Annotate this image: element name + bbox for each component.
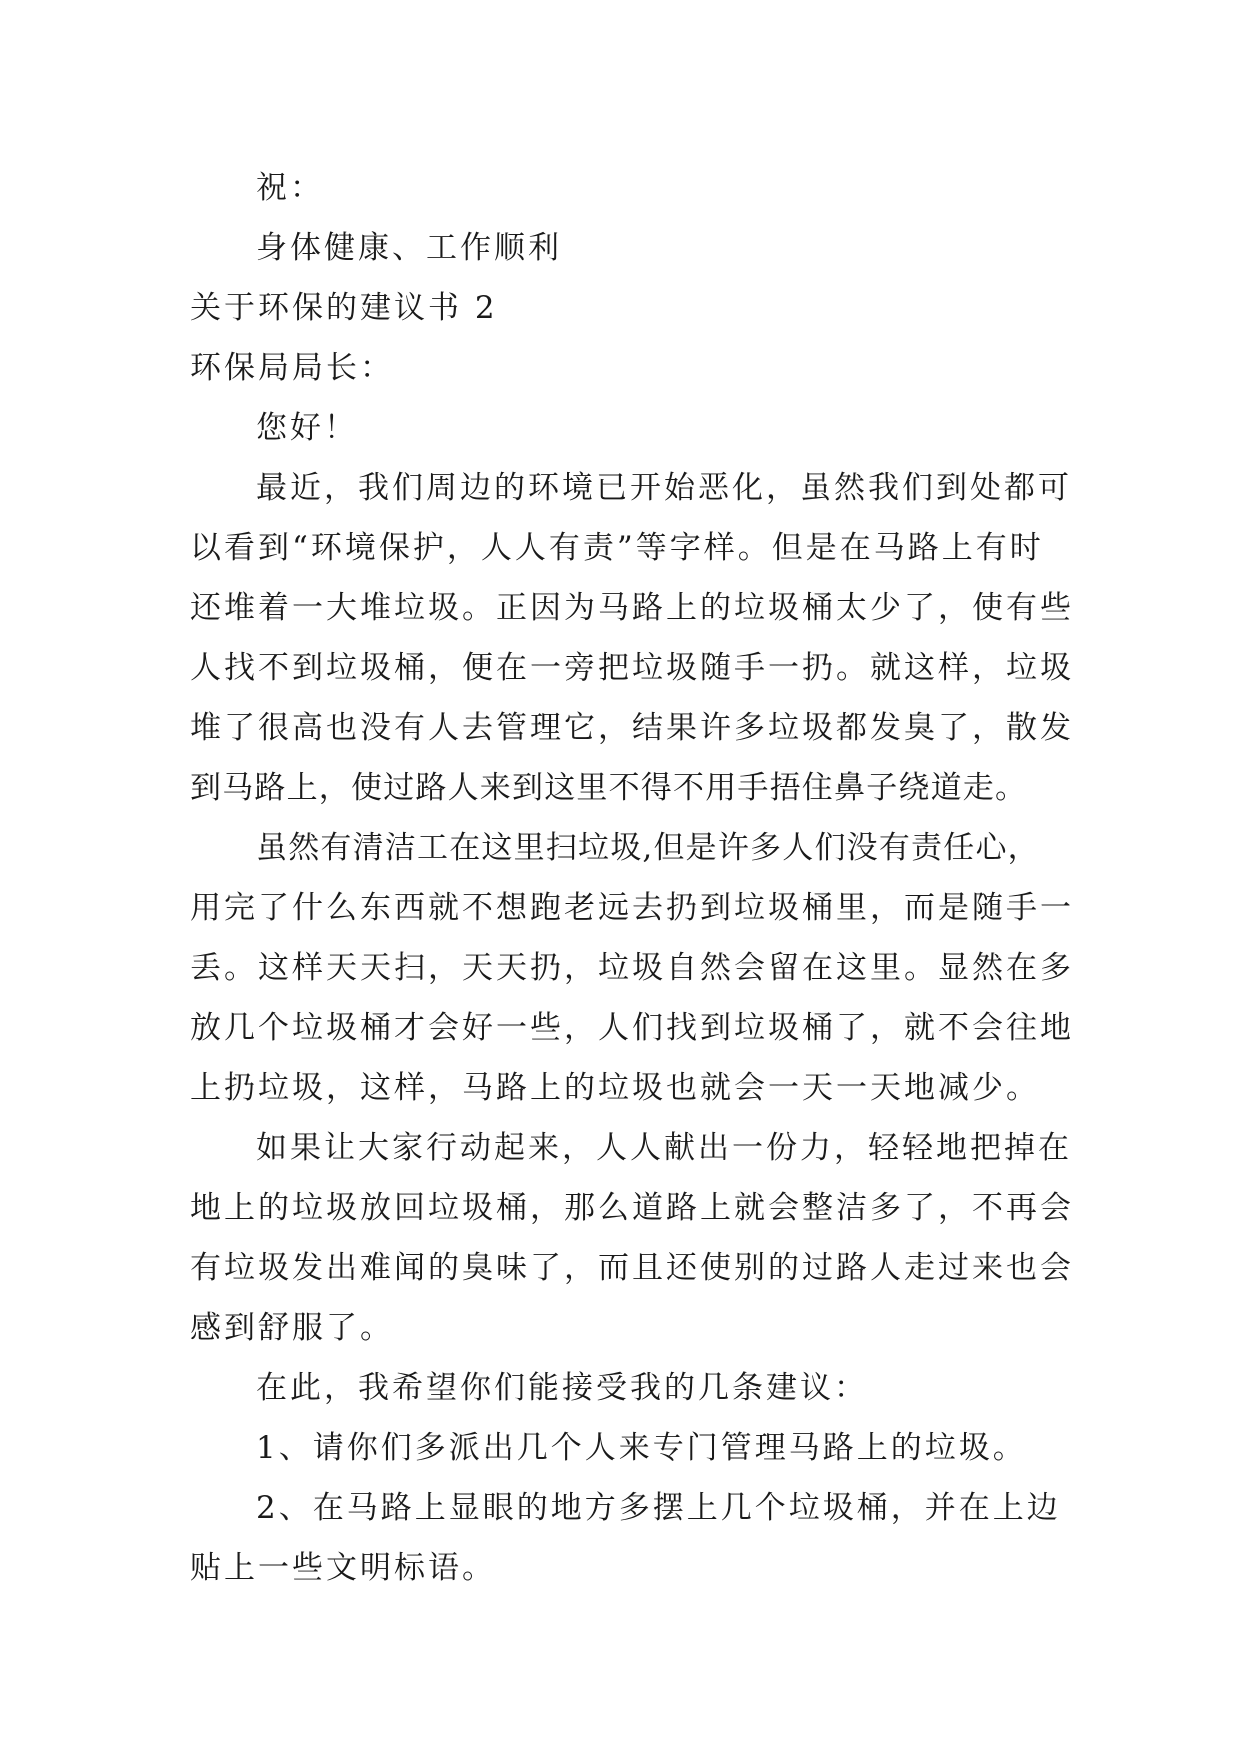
letter-recipient: 环保局局长： (190, 350, 394, 386)
document-body (190, 158, 1074, 1598)
paragraph-line: 上扔垃圾，这样，马路上的垃圾也就会一天一天地减少。 (190, 1070, 1040, 1106)
paragraph-line: 最近，我们周边的环境已开始恶化，虽然我们到处都可 (256, 470, 1072, 506)
letter-title: 关于环保的建议书 2 (190, 290, 498, 326)
paragraph-line: 以看到“环境保护，人人有责”等字样。但是在马路上有时 (190, 530, 1044, 566)
paragraph-3 (190, 1118, 1074, 1358)
closing-greeting: 祝： (256, 170, 324, 206)
paragraph-line: 还堆着一大堆垃圾。正因为马路上的垃圾桶太少了，使有些 (190, 590, 1074, 626)
paragraph-line: 到马路上，使过路人来到这里不得不用手捂住鼻子绕道走。 (190, 770, 1028, 806)
paragraph-line: 在此，我希望你们能接受我的几条建议： (256, 1370, 868, 1406)
paragraph-line: 人找不到垃圾桶，便在一旁把垃圾随手一扔。就这样，垃圾 (190, 650, 1074, 686)
paragraph-line: 用完了什么东西就不想跑老远去扔到垃圾桶里，而是随手一 (190, 890, 1074, 926)
paragraph-1 (190, 458, 1074, 818)
paragraph-line: 放几个垃圾桶才会好一些，人们找到垃圾桶了，就不会往地 (190, 1010, 1074, 1046)
paragraph-line: 虽然有清洁工在这里扫垃圾,但是许多人们没有责任心， (256, 830, 1040, 866)
paragraph-line: 地上的垃圾放回垃圾桶，那么道路上就会整洁多了，不再会 (190, 1190, 1074, 1226)
paragraph-line: 1、请你们多派出几个人来专门管理马路上的垃圾。 (256, 1430, 1027, 1466)
paragraph-line: 丢。这样天天扫，天天扔，垃圾自然会留在这里。显然在多 (190, 950, 1074, 986)
paragraph-4 (190, 1358, 1070, 1418)
suggestion-1 (190, 1418, 1070, 1478)
paragraph-2 (190, 818, 1074, 1118)
paragraph-line: 有垃圾发出难闻的臭味了，而且还使别的过路人走过来也会 (190, 1250, 1074, 1286)
paragraph-line: 感到舒服了。 (190, 1310, 394, 1346)
letter-salutation: 您好！ (256, 410, 358, 446)
paragraph-line: 2、在马路上显眼的地方多摆上几个垃圾桶，并在上边 (256, 1490, 1061, 1526)
paragraph-line: 贴上一些文明标语。 (190, 1550, 496, 1586)
suggestion-2 (190, 1478, 1070, 1598)
paragraph-line: 如果让大家行动起来，人人献出一份力，轻轻地把掉在 (256, 1130, 1072, 1166)
closing-wish: 身体健康、工作顺利 (256, 230, 562, 266)
paragraph-line: 堆了很高也没有人去管理它，结果许多垃圾都发臭了，散发 (190, 710, 1074, 746)
